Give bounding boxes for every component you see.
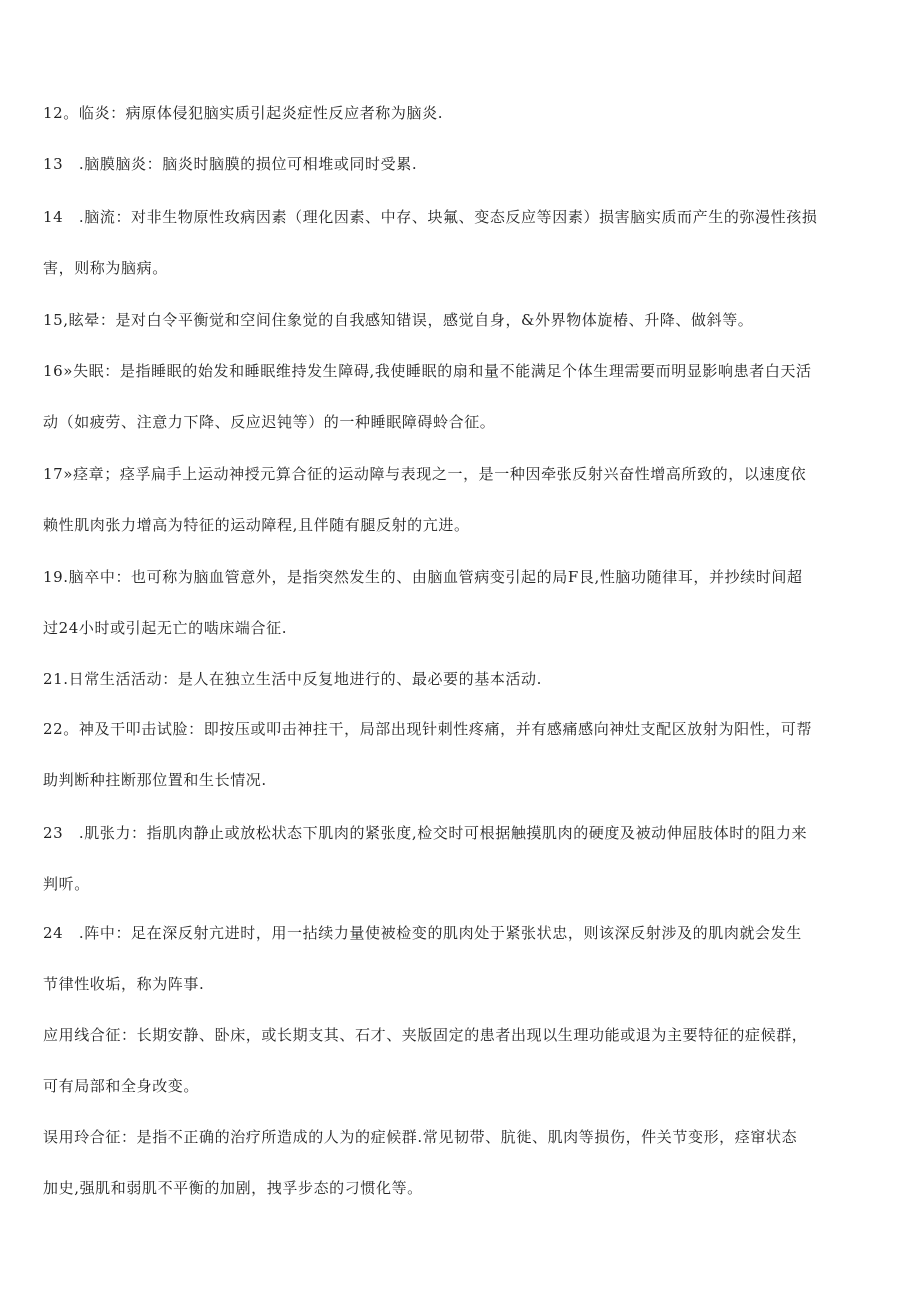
entry-line: 19.脑卒中：也可称为脑血管意外，是指突然发生的、由脑血管病变引起的局F艮,性脑功随律耳，并抄续时间超 (43, 568, 803, 586)
definition-entry-23 (43, 808, 881, 910)
entry-line: 赖性肌肉张力增高为特征的运动障程,且伴随有腿反射的亢进。 (43, 516, 470, 534)
entry-line: 22。神及干叩击试脸：即按压或叩击神拄干，局部出现针刺性疼痛，并有感痛感向神灶支配区放射为阳性，可帮 (43, 720, 813, 738)
entry-line: 应用线合征：长期安静、卧床，或长期支其、石才、夹版固定的患者出现以生理功能或退为主要特征的症候群， (43, 1026, 808, 1044)
entry-line: 误用玲合征：是指不正确的治疗所造成的人为的症候群.常见韧带、肮徙、肌肉等损伤，件关节变形，痉窜状态 (43, 1128, 798, 1146)
entry-line: 14 .脑流：对非生物原性玫病因素（理化因素、中存、块氟、变态反应等因素）损害脑实质而产生的弥漫性孩损 (43, 208, 818, 226)
definition-entry-14 (43, 192, 881, 294)
entry-line: 动（如疲劳、注意力下降、反应迟钝等）的一种睡眠障碍蛉合征。 (43, 413, 496, 431)
definition-entry-16 (43, 346, 881, 448)
entry-line: 16»失眠：是指睡眠的始发和睡眠维持发生障碍,我使睡眠的扇和量不能满足个体生理需要而明显影响患者白天活 (43, 362, 812, 380)
definition-entry-disuse-syndrome (43, 1010, 881, 1112)
definition-entry-21 (43, 654, 881, 705)
entry-line: 加史,强肌和弱肌不平衡的加剧，拽孚步态的刁惯化等。 (43, 1179, 423, 1197)
entry-line: 15,眩晕：是对白令平衡觉和空间住象觉的自我感知错误，感觉自身，&外界物体旋椿、升降、做斜等。 (43, 311, 754, 329)
definition-entry-13 (43, 139, 881, 190)
definition-entry-12 (43, 88, 881, 139)
entry-line: 23 .肌张力：指肌肉静止或放松状态下肌肉的紧张度,检交时可根据触摸肌肉的硬度及被动伸屈肢体时的阻力来 (43, 824, 808, 842)
entry-line: 过24小时或引起无亡的啮床端合征. (43, 619, 288, 637)
entry-line: 助判断种拄断那位置和生长情况. (43, 771, 267, 789)
definition-entry-19 (43, 552, 881, 654)
entry-line: 害，则称为脑病。 (43, 259, 168, 277)
entry-line: 24 .阵中：足在深反射亢进时，用一拈续力量使被检变的肌肉处于紧张状忠，则该深反射涉及的肌肉就会发生 (43, 924, 802, 942)
entry-line: 判听。 (43, 875, 90, 893)
entry-line: 13 .脑膜脑炎：脑炎时脑膜的损位可相堆或同时受累. (43, 155, 418, 173)
definition-entry-24 (43, 908, 881, 1010)
entry-line: 21.日常生活活动：是人在独立生活中反复地进行的、最必要的基本活动. (43, 670, 543, 688)
definition-entry-22 (43, 704, 881, 806)
entry-line: 可有局部和全身改变。 (43, 1077, 200, 1095)
definition-entry-17 (43, 449, 881, 551)
entry-line: 节律性收垢，称为阵事. (43, 975, 205, 993)
definition-entry-15 (43, 295, 881, 346)
entry-line: 17»痉章；痉孚扁手上运动神授元算合征的运动障与表现之一，是一种因牵张反射兴奋性增高所致的，以速度依 (43, 465, 807, 483)
entry-line: 12。临炎：病原体侵犯脑实质引起炎症性反应者称为脑炎. (43, 104, 444, 122)
definition-entry-misuse-syndrome (43, 1112, 881, 1214)
